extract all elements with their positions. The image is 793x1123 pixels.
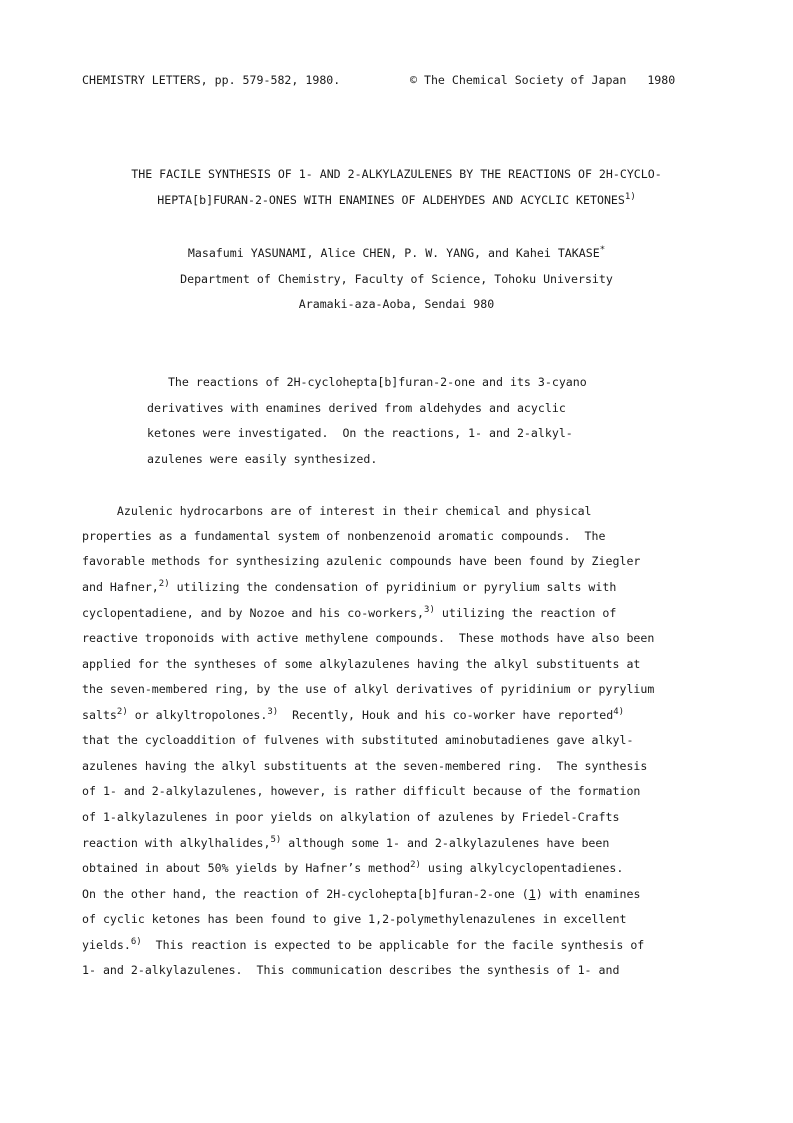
paper-title-line-2: HEPTA[b]FURAN-2-ONES WITH ENAMINES OF ALDEHYDES AND ACYCLIC KETONES$^{1)}$ (157, 192, 636, 207)
corresponding-author-mark: * (599, 245, 606, 255)
body-line: On the other hand, the reaction of 2H-cyclohepta[b]furan-2-one (1) with enamines (82, 887, 641, 901)
body-line: properties as a fundamental system of nonbenzenoid aromatic compounds. The (82, 529, 606, 543)
body-line: of 1- and 2-alkylazulenes, however, is rather difficult because of the formation (82, 784, 641, 798)
affiliation-line-1: Department of Chemistry, Faculty of Science, Tohoku University (180, 272, 613, 286)
reference-marker: 2) (116, 707, 128, 717)
affiliation-line-2: Aramaki-aza-Aoba, Sendai 980 (298, 297, 495, 311)
abstract-line: The reactions of 2H-cyclohepta[b]furan-2-one and its 3-cyano (147, 375, 587, 389)
compound-number: 1 (528, 887, 536, 901)
body-line: and Hafner,$^{2)}$ utilizing the condensation of pyridinium or pyrylium salts with (82, 579, 617, 594)
abstract-line: derivatives with enamines derived from aldehydes and acyclic (147, 401, 566, 415)
body-line: the seven-membered ring, by the use of alkyl derivatives of pyridinium or pyrylium (82, 682, 655, 696)
body-line: reactive troponoids with active methylene compounds. These mothods have also been (82, 631, 655, 645)
reference-marker: 3) (267, 707, 279, 717)
body-line: obtained in about 50% yields by Hafner’s method$^{2)}$ using alkylcyclopentadienes. (82, 860, 624, 875)
reference-marker: 5) (270, 835, 282, 845)
body-line: favorable methods for synthesizing azulenic compounds have been found by Ziegler (82, 554, 641, 568)
journal-citation: CHEMISTRY LETTERS, pp. 579-582, 1980. (82, 73, 341, 87)
body-line: yields.$^{6)}$ This reaction is expected to be applicable for the facile synthesis of (82, 937, 645, 952)
body-line: salts$^{2)}$ or alkyltropolones.$^{3)}$ Recently, Houk and his co-worker have reported$^{4)}$ (82, 707, 625, 722)
body-line: 1- and 2-alkylazulenes. This communication describes the synthesis of 1- and (82, 963, 620, 977)
body-line: cyclopentadiene, and by Nozoe and his co-workers,$^{3)}$ utilizing the reaction of (82, 605, 617, 620)
reference-marker: 6) (130, 937, 142, 947)
reference-marker: 2) (158, 579, 170, 589)
body-line: of 1-alkylazulenes in poor yields on alkylation of azulenes by Friedel-Crafts (82, 810, 620, 824)
reference-marker: 3) (424, 605, 435, 615)
reference-marker: 4) (613, 707, 625, 717)
body-line: Azulenic hydrocarbons are of interest in their chemical and physical (82, 504, 592, 518)
abstract-line: ketones were investigated. On the reactions, 1- and 2-alkyl- (147, 426, 573, 440)
copyright-notice: © The Chemical Society of Japan 1980 (410, 73, 676, 87)
abstract-line: azulenes were easily synthesized. (147, 452, 378, 466)
title-ref-marker: 1) (624, 192, 636, 202)
reference-marker: 2) (410, 860, 421, 870)
author-list: Masafumi YASUNAMI, Alice CHEN, P. W. YANG, and Kahei TAKASE* (187, 245, 606, 260)
body-line: applied for the syntheses of some alkylazulenes having the alkyl substituents at (82, 657, 641, 671)
body-line: azulenes having the alkyl substituents at the seven-membered ring. The synthesis (82, 759, 648, 773)
body-line: that the cycloaddition of fulvenes with substituted aminobutadienes gave alkyl- (82, 733, 634, 747)
paper-title-line-1: THE FACILE SYNTHESIS OF 1- AND 2-ALKYLAZULENES BY THE REACTIONS OF 2H-CYCLO- (131, 167, 662, 181)
body-line: of cyclic ketones has been found to give 1,2-polymethylenazulenes in excellent (82, 912, 627, 926)
body-line: reaction with alkylhalides,$^{5)}$ although some 1- and 2-alkylazulenes have been (82, 835, 610, 850)
